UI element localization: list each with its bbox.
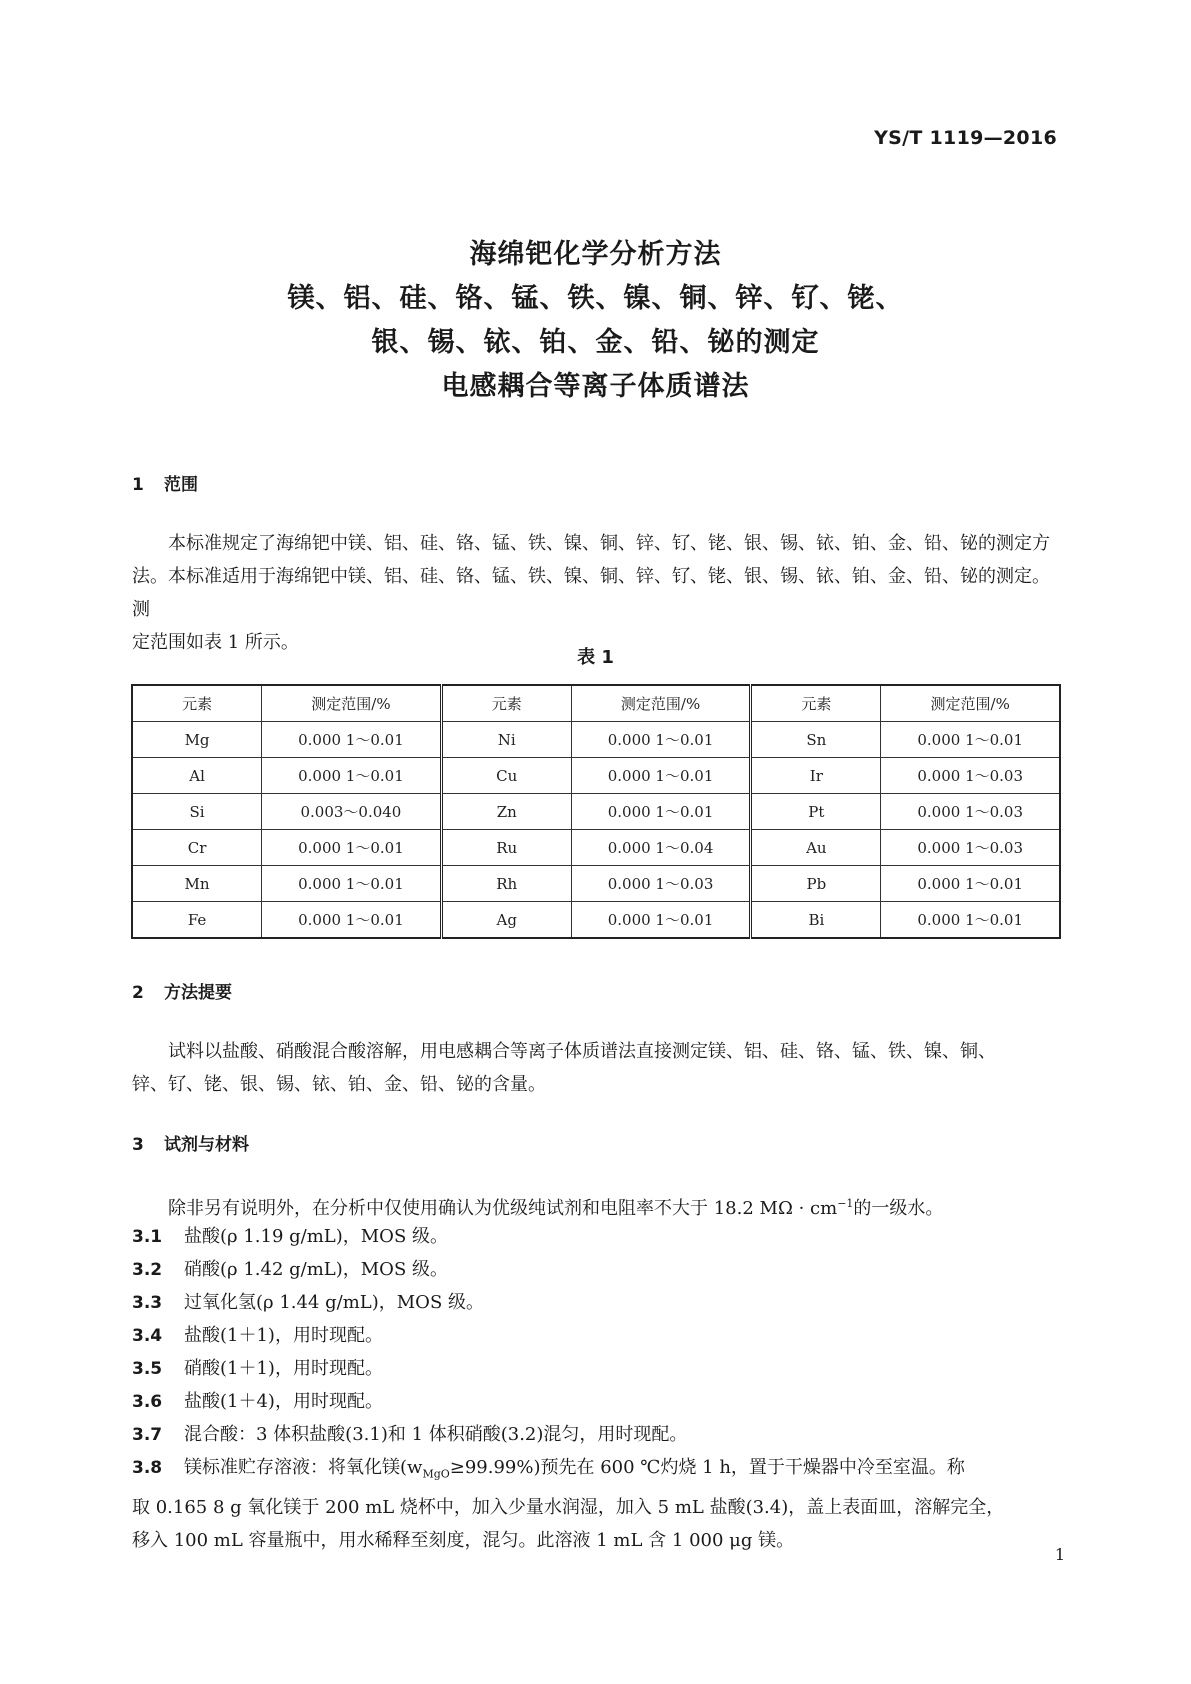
table-row: [132, 722, 1060, 758]
table-cell: 0.000 1～0.03: [571, 866, 751, 902]
table-header-cell: 测定范围/%: [571, 685, 751, 722]
table-cell: Ni: [441, 722, 571, 758]
table-cell: Au: [751, 830, 881, 866]
table-cell: Si: [132, 794, 262, 830]
table-row: [132, 902, 1060, 939]
title-line-1: 海绵钯化学分析方法: [469, 239, 722, 270]
table-cell: 0.000 1～0.01: [571, 758, 751, 794]
table-cell: Rh: [441, 866, 571, 902]
reagent-item: 3.5 硝酸(1＋1)，用时现配。: [132, 1358, 383, 1379]
table-row: [132, 758, 1060, 794]
table-cell: 0.000 1～0.03: [881, 794, 1060, 830]
section-3-heading: [132, 1130, 249, 1155]
section-1-paragraph-2: 本标准适用于海绵钯中镁、铝、硅、铬、锰、铁、镍、铜、锌、钌、铑、银、锡、铱、铂、金、铅、铋的测定。测 定范围如表 1 所示。: [132, 566, 1050, 653]
table-header-row: [132, 685, 1060, 722]
table-cell: Ir: [751, 758, 881, 794]
table-cell: 0.000 1～0.01: [571, 722, 751, 758]
reagent-item: 3.7 混合酸：3 体积盐酸(3.1)和 1 体积硝酸(3.2)混匀，用时现配。: [132, 1424, 688, 1445]
table-cell: 0.000 1～0.03: [881, 758, 1060, 794]
section-3-intro: 除非另有说明外，在分析中仅使用确认为优级纯试剂和电阻率不大于 18.2 $M\Omega \cdot cm^{-1}$的一级水。: [168, 1197, 944, 1219]
table-cell: Bi: [751, 902, 881, 939]
table-cell: Ru: [441, 830, 571, 866]
section-1-paragraph-1: 本标准规定了海绵钯中镁、铝、硅、铬、锰、铁、镍、铜、锌、钌、铑、银、锡、铱、铂、金、铅、铋的测定方法。: [132, 533, 1050, 587]
table-cell: Cr: [132, 830, 262, 866]
table-cell: Mn: [132, 866, 262, 902]
table-cell: 0.000 1～0.01: [571, 902, 751, 939]
table-row: [132, 794, 1060, 830]
table-cell: 0.000 1～0.01: [881, 902, 1060, 939]
section-number: 2: [132, 983, 144, 1003]
table-header-cell: 测定范围/%: [881, 685, 1060, 722]
table-cell: 0.000 1～0.04: [571, 830, 751, 866]
section-2-heading: [132, 978, 232, 1003]
table-caption: 表 1: [577, 647, 614, 668]
table-row: [132, 830, 1060, 866]
section-number: 3: [132, 1135, 144, 1155]
table-cell: Pt: [751, 794, 881, 830]
reagent-item: 3.6 盐酸(1＋4)，用时现配。: [132, 1391, 383, 1412]
table-cell: Pb: [751, 866, 881, 902]
title-line-3: 银、锡、铱、铂、金、铅、铋的测定: [371, 327, 820, 358]
table-cell: 0.000 1～0.03: [881, 830, 1060, 866]
table-header-cell: 元素: [751, 685, 881, 722]
reagent-item: 3.1 盐酸(ρ 1.19 g/mL)，MOS 级。: [132, 1226, 448, 1247]
table-cell: Al: [132, 758, 262, 794]
table-header-cell: 元素: [132, 685, 262, 722]
table-row: [132, 866, 1060, 902]
section-2-paragraph: 试料以盐酸、硝酸混合酸溶解，用电感耦合等离子体质谱法直接测定镁、铝、硅、铬、锰、铁、镍、铜、 锌、钌、铑、银、锡、铱、铂、金、铅、铋的含量。: [132, 1041, 996, 1095]
table-cell: 0.000 1～0.01: [262, 830, 442, 866]
reagent-item: 3.3 过氧化氢(ρ 1.44 g/mL)，MOS 级。: [132, 1292, 484, 1313]
title-line-4: 电感耦合等离子体质谱法: [441, 371, 750, 402]
standard-code: YS/T 1119—2016: [874, 127, 1057, 149]
table-cell: Zn: [441, 794, 571, 830]
table-cell: Ag: [441, 902, 571, 939]
table-cell: Sn: [751, 722, 881, 758]
reagent-item: 3.4 盐酸(1＋1)，用时现配。: [132, 1325, 383, 1346]
page-number: 1: [1054, 1545, 1065, 1564]
section-1-heading: [132, 470, 198, 495]
title-line-2: 镁、铝、硅、铬、锰、铁、镍、铜、锌、钌、铑、: [287, 283, 904, 314]
reagent-item-3-8: 3.8 镁标准贮存溶液：将氧化镁$(w_{MgO}\ge 99.99\%)$预先在 600 ℃灼烧 1 h，置于干燥器中冷至室温。称 取 0.165 8 g 氧化镁于 200 mL 烧杯中，加入少量水润湿，加入 5 mL 盐酸(3.4)，盖上表面皿，溶解完全， 移入 100 mL 容量瓶中，用水稀释至刻度，混匀。此溶液 1 mL 含 1 000 μg 镁。: [132, 1457, 1005, 1551]
reagent-item: 3.2 硝酸(ρ 1.42 g/mL)，MOS 级。: [132, 1259, 448, 1280]
section-title: 方法提要: [164, 983, 232, 1003]
table-header-cell: 元素: [441, 685, 571, 722]
section-title: 试剂与材料: [164, 1135, 249, 1155]
table-cell: 0.000 1～0.01: [262, 866, 442, 902]
section-number: 1: [132, 475, 144, 495]
table-cell: 0.003～0.040: [262, 794, 442, 830]
table-header-cell: 测定范围/%: [262, 685, 442, 722]
table-cell: 0.000 1～0.01: [881, 722, 1060, 758]
table-cell: 0.000 1～0.01: [262, 758, 442, 794]
table-cell: Fe: [132, 902, 262, 939]
table-cell: Cu: [441, 758, 571, 794]
measurement-range-table: [131, 684, 1061, 939]
table-cell: 0.000 1～0.01: [262, 722, 442, 758]
table-cell: 0.000 1～0.01: [571, 794, 751, 830]
table-cell: 0.000 1～0.01: [881, 866, 1060, 902]
table-cell: Mg: [132, 722, 262, 758]
table-cell: 0.000 1～0.01: [262, 902, 442, 939]
section-title: 范围: [164, 475, 198, 495]
